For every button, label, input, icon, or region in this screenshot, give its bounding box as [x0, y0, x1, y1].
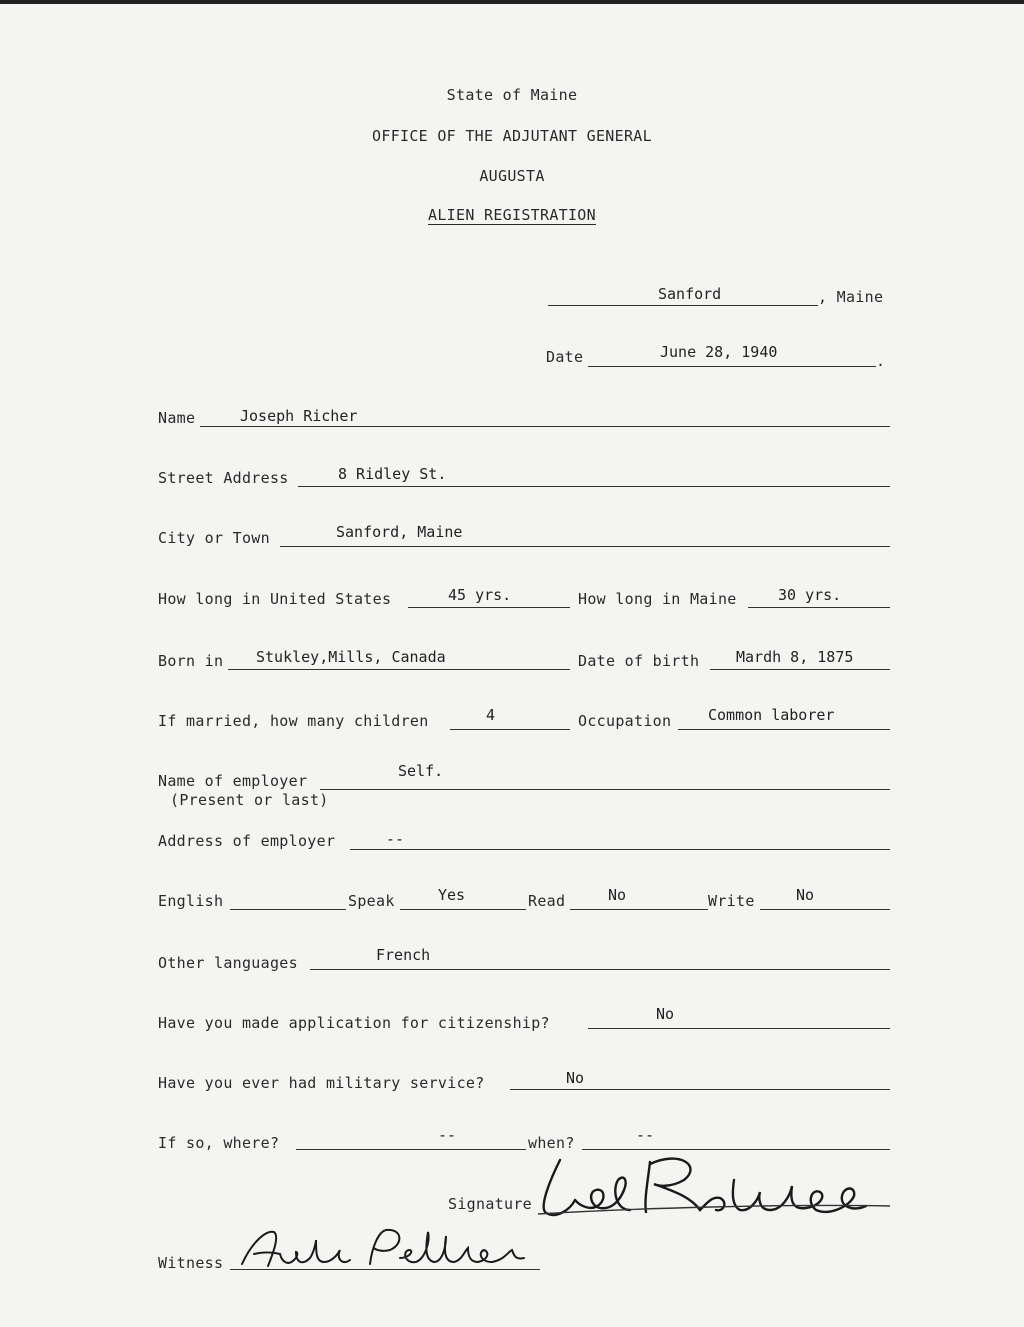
dob-value: Mardh 8, 1875 [736, 648, 854, 666]
speak-line [400, 909, 526, 910]
write-label: Write [708, 892, 755, 910]
header-title: ALIEN REGISTRATION [428, 206, 596, 224]
dob-label: Date of birth [578, 652, 700, 670]
citizenship-label: Have you made application for citizenship? [158, 1014, 550, 1032]
witness-handwriting [232, 1222, 532, 1272]
name-label: Name [158, 409, 196, 427]
citizenship-line [588, 1028, 890, 1029]
street-line [298, 486, 890, 487]
read-value: No [608, 886, 627, 904]
me-years-value: 30 yrs. [778, 586, 842, 604]
where-label: If so, where? [158, 1134, 280, 1152]
military-line [510, 1089, 890, 1090]
city-label: City or Town [158, 529, 270, 547]
languages-line [310, 969, 890, 970]
english-line [230, 909, 346, 910]
date-end: . [876, 352, 886, 370]
date-label: Date [546, 348, 584, 366]
citizenship-value: No [656, 1005, 675, 1023]
employer-address-value: -- [386, 830, 405, 848]
occupation-label: Occupation [578, 712, 672, 730]
name-value: Joseph Richer [240, 407, 358, 425]
signature-handwriting [520, 1140, 900, 1230]
witness-label: Witness [158, 1254, 224, 1272]
born-value: Stukley,Mills, Canada [256, 648, 446, 666]
military-label: Have you ever had military service? [158, 1074, 485, 1092]
english-label: English [158, 892, 224, 910]
date-value: June 28, 1940 [660, 343, 778, 361]
employer-line [320, 789, 890, 790]
languages-label: Other languages [158, 954, 298, 972]
children-value: 4 [486, 706, 496, 724]
scan-edge [0, 0, 1024, 4]
city-value: Sanford, Maine [336, 523, 463, 541]
street-value: 8 Ridley St. [338, 465, 447, 483]
speak-label: Speak [348, 892, 395, 910]
place-line [548, 305, 818, 306]
write-line [760, 909, 890, 910]
us-years-line [408, 607, 570, 608]
where-value: -- [438, 1126, 457, 1144]
born-line [228, 669, 570, 670]
header-office: OFFICE OF THE ADJUTANT GENERAL [372, 127, 652, 145]
when-value: -- [636, 1126, 655, 1144]
occupation-value: Common laborer [708, 706, 835, 724]
us-years-value: 45 yrs. [448, 586, 512, 604]
name-line [200, 426, 890, 427]
place-value: Sanford [658, 285, 722, 303]
place-suffix: , Maine [818, 288, 884, 306]
me-years-label: How long in Maine [578, 590, 737, 608]
street-label: Street Address [158, 469, 289, 487]
me-years-line [748, 607, 890, 608]
dob-line [710, 669, 890, 670]
military-value: No [566, 1069, 585, 1087]
city-line [280, 546, 890, 547]
employer-address-label: Address of employer [158, 832, 336, 850]
employer-value: Self. [398, 762, 444, 780]
occupation-line [678, 729, 890, 730]
where-line [296, 1149, 526, 1150]
speak-value: Yes [438, 886, 466, 904]
born-label: Born in [158, 652, 224, 670]
languages-value: French [376, 946, 431, 964]
write-value: No [796, 886, 815, 904]
header-state: State of Maine [446, 86, 578, 104]
read-line [570, 909, 708, 910]
children-label: If married, how many children [158, 712, 429, 730]
read-label: Read [528, 892, 566, 910]
date-line [588, 366, 876, 367]
header-city: AUGUSTA [479, 167, 545, 185]
children-line [450, 729, 570, 730]
employer-address-line [350, 849, 890, 850]
when-label: when? [528, 1134, 575, 1152]
employer-label: Name of employer [158, 772, 308, 790]
us-years-label: How long in United States [158, 590, 392, 608]
signature-label: Signature [448, 1195, 532, 1213]
employer-sublabel: (Present or last) [170, 791, 329, 809]
